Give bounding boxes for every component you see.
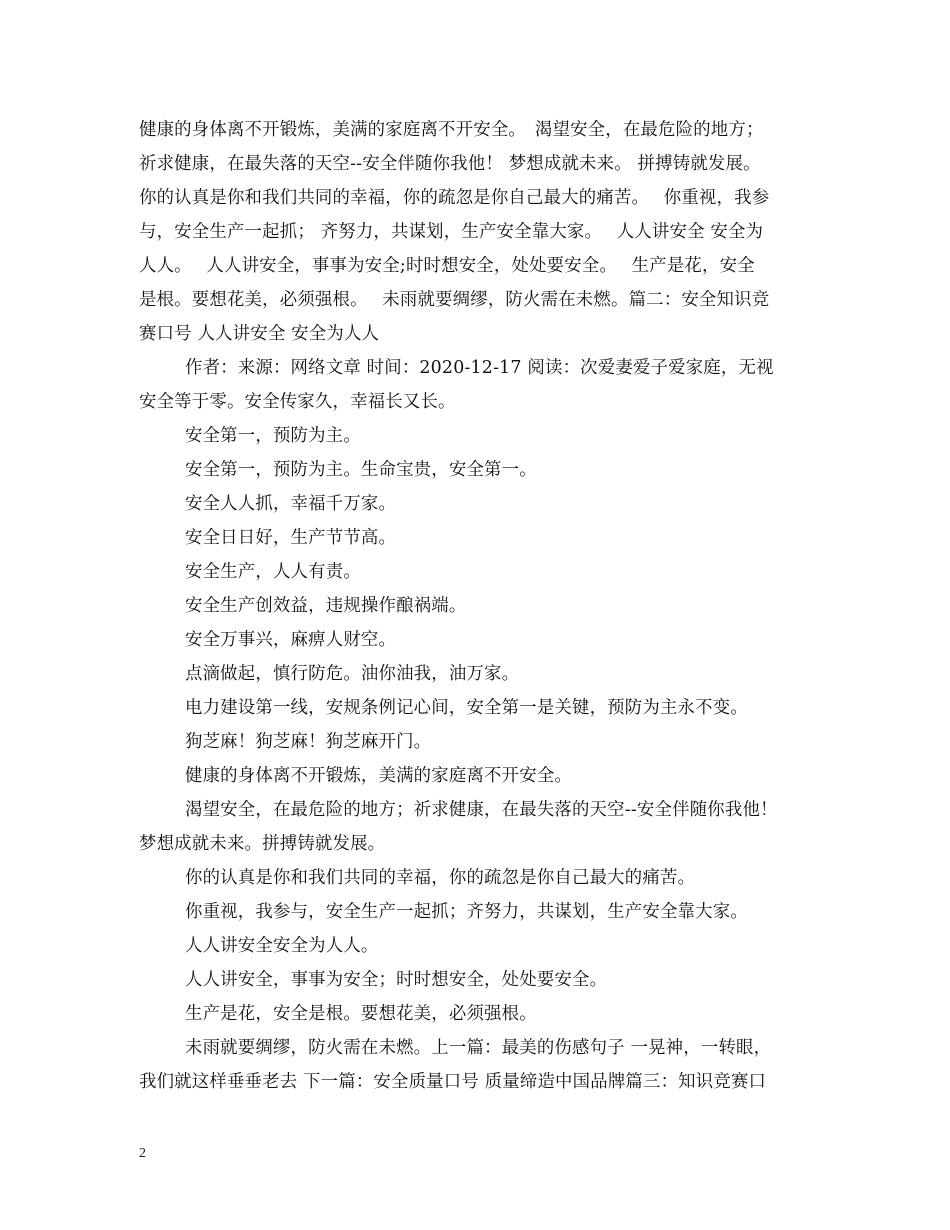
text-line: 未雨就要绸缪，防火需在未燃。上一篇：最美的伤感句子 一晃神，一转眼，	[185, 1038, 772, 1058]
body-text	[139, 113, 815, 1099]
text-line: 人人。 人人讲安全，事事为安全;时时想安全，处处要安全。 生产是花，安全	[139, 256, 755, 276]
text-line: 梦想成就未来。拼搏铸就发展。	[139, 834, 386, 854]
text-line: 生产是花，安全是根。要想花美，必须强根。	[185, 1004, 537, 1024]
text-line: 安全第一，预防为主。生命宝贵，安全第一。	[185, 460, 537, 480]
text-line: 电力建设第一线，安规条例记心间，安全第一是关键，预防为主永不变。	[185, 698, 748, 718]
text-line: 狗芝麻！狗芝麻！狗芝麻开门。	[185, 732, 432, 752]
text-line: 你的认真是你和我们共同的幸福，你的疏忽是你自己最大的痛苦。	[185, 868, 696, 888]
text-line: 作者：来源：网络文章 时间：2020-12-17 阅读：次爱妻爱子爱家庭，无视	[185, 358, 774, 378]
text-line: 你的认真是你和我们共同的幸福，你的疏忽是你自己最大的痛苦。 你重视，我参	[139, 188, 770, 208]
page-number: 2	[139, 1146, 146, 1161]
text-line: 安全人人抓，幸福千万家。	[185, 494, 397, 514]
text-line: 点滴做起，慎行防危。油你油我，油万家。	[185, 664, 520, 684]
text-line: 你重视，我参与，安全生产一起抓；齐努力，共谋划，生产安全靠大家。	[185, 902, 748, 922]
text-line: 安全生产创效益，违规操作酿祸端。	[185, 596, 467, 616]
text-line: 祈求健康，在最失落的天空--安全伴随你我他！ 梦想成就未来。 拼搏铸就发展。	[139, 154, 761, 174]
text-line: 安全万事兴，麻痹人财空。	[185, 630, 397, 650]
text-line: 人人讲安全安全为人人。	[185, 936, 379, 956]
text-line: 人人讲安全，事事为安全；时时想安全，处处要安全。	[185, 970, 608, 990]
text-line: 健康的身体离不开锻炼，美满的家庭离不开安全。 渴望安全，在最危险的地方；	[139, 120, 764, 140]
text-line: 是根。要想花美，必须强根。 未雨就要绸缪，防火需在未燃。篇二：安全知识竞	[139, 290, 770, 310]
text-line: 与，安全生产一起抓； 齐努力，共谋划，生产安全靠大家。 人人讲安全 安全为	[139, 222, 764, 242]
text-line: 健康的身体离不开锻炼，美满的家庭离不开安全。	[185, 766, 572, 786]
text-line: 渴望安全，在最危险的地方；祈求健康，在最失落的天空--安全伴随你我他！	[185, 800, 778, 820]
text-line: 安全生产，人人有责。	[185, 562, 361, 582]
text-line: 安全日日好，生产节节高。	[185, 528, 397, 548]
text-line: 赛口号 人人讲安全 安全为人人	[139, 324, 380, 344]
text-line: 我们就这样垂垂老去 下一篇：安全质量口号 质量缔造中国品牌篇三：知识竞赛口	[139, 1072, 767, 1092]
text-line: 安全等于零。安全传家久，幸福长又长。	[139, 392, 456, 412]
text-line: 安全第一，预防为主。	[185, 426, 361, 446]
